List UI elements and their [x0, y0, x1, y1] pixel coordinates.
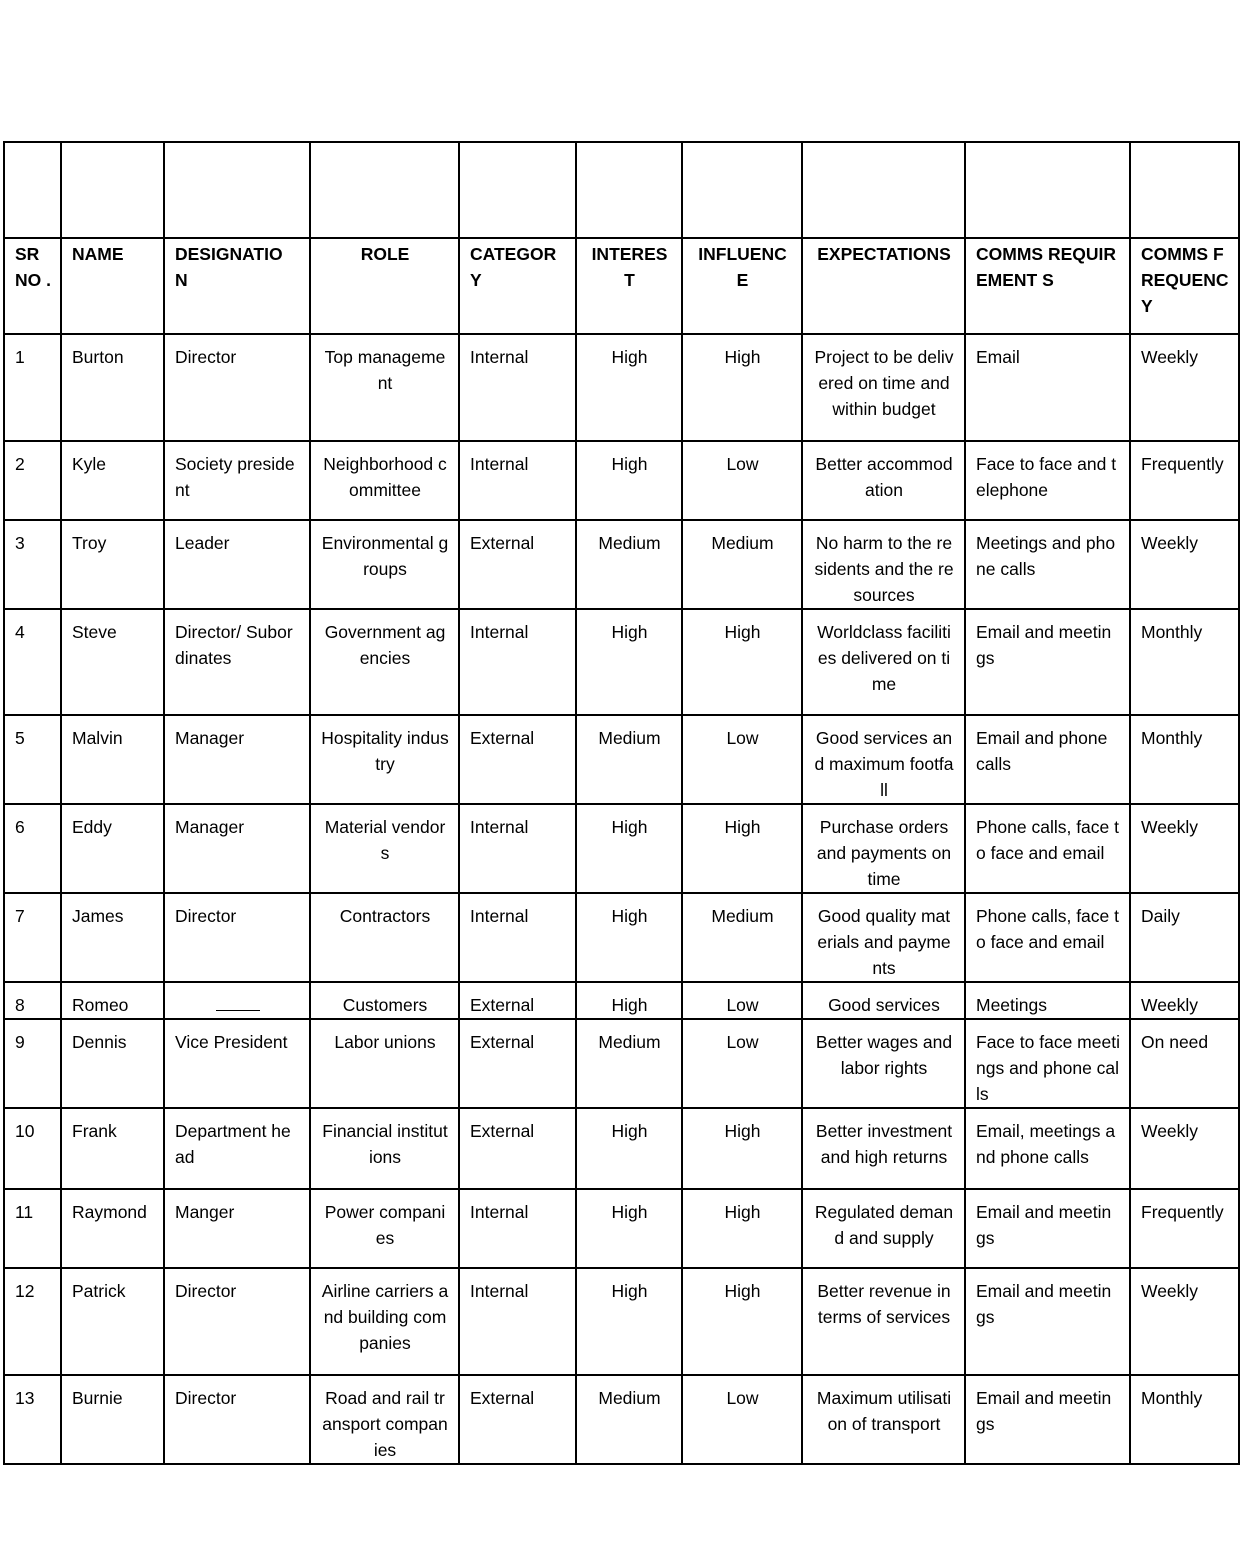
- cell-influence: High: [682, 804, 802, 893]
- cell-comms-requirements: Meetings: [965, 982, 1130, 1019]
- cell-comms-requirements: Face to face and telephone: [965, 441, 1130, 520]
- cell-designation: [164, 982, 310, 1019]
- cell-comms-frequency: On need: [1130, 1019, 1239, 1108]
- cell-sr: 13: [4, 1375, 61, 1464]
- cell-expectations: Regulated demand and supply: [802, 1189, 965, 1268]
- header-role: ROLE: [310, 238, 459, 334]
- cell-role: Customers: [310, 982, 459, 1019]
- cell-comms-requirements: Meetings and phone calls: [965, 520, 1130, 609]
- cell-interest: High: [576, 1189, 682, 1268]
- cell-comms-frequency: Weekly: [1130, 804, 1239, 893]
- cell-role: Top management: [310, 334, 459, 441]
- cell-name: Dennis: [61, 1019, 164, 1108]
- cell-comms-frequency: Weekly: [1130, 520, 1239, 609]
- cell-name: Steve: [61, 609, 164, 715]
- cell-interest: High: [576, 1268, 682, 1375]
- cell-sr: 12: [4, 1268, 61, 1375]
- cell-comms-requirements: Email and meetings: [965, 609, 1130, 715]
- table-row: [4, 715, 1239, 804]
- cell-interest: High: [576, 334, 682, 441]
- cell-designation: Manager: [164, 715, 310, 804]
- cell-name: James: [61, 893, 164, 982]
- cell-expectations: Worldclass facilities delivered on time: [802, 609, 965, 715]
- cell-interest: Medium: [576, 1019, 682, 1108]
- cell-comms-frequency: Weekly: [1130, 1268, 1239, 1375]
- cell-category: External: [459, 520, 576, 609]
- table-row: [4, 1189, 1239, 1268]
- blank-cell: [576, 142, 682, 238]
- header-comms-frequency: COMMS FREQUENC Y: [1130, 238, 1239, 334]
- cell-expectations: Good services and maximum footfall: [802, 715, 965, 804]
- cell-category: External: [459, 715, 576, 804]
- cell-name: Patrick: [61, 1268, 164, 1375]
- cell-name: Malvin: [61, 715, 164, 804]
- cell-category: Internal: [459, 893, 576, 982]
- cell-role: Airline carriers and building companies: [310, 1268, 459, 1375]
- cell-comms-frequency: Monthly: [1130, 1375, 1239, 1464]
- cell-sr: 7: [4, 893, 61, 982]
- cell-expectations: Better revenue in terms of services: [802, 1268, 965, 1375]
- cell-comms-frequency: Weekly: [1130, 982, 1239, 1019]
- blank-cell: [802, 142, 965, 238]
- cell-interest: High: [576, 1108, 682, 1189]
- blank-cell: [682, 142, 802, 238]
- header-name: NAME: [61, 238, 164, 334]
- blank-cell: [4, 142, 61, 238]
- cell-comms-frequency: Daily: [1130, 893, 1239, 982]
- cell-interest: High: [576, 982, 682, 1019]
- cell-interest: High: [576, 609, 682, 715]
- cell-interest: High: [576, 441, 682, 520]
- header-comms-requirements: COMMS REQUIREMENT S: [965, 238, 1130, 334]
- cell-expectations: Maximum utilisation of transport: [802, 1375, 965, 1464]
- cell-category: External: [459, 1375, 576, 1464]
- cell-sr: 8: [4, 982, 61, 1019]
- cell-category: Internal: [459, 1189, 576, 1268]
- header-expectations: EXPECTATIONS: [802, 238, 965, 334]
- stakeholder-table: [3, 141, 1240, 1465]
- cell-designation: Director: [164, 1375, 310, 1464]
- cell-sr: 3: [4, 520, 61, 609]
- cell-role: Environmental groups: [310, 520, 459, 609]
- cell-category: External: [459, 1019, 576, 1108]
- cell-influence: Low: [682, 1019, 802, 1108]
- cell-name: Romeo: [61, 982, 164, 1019]
- cell-role: Road and rail transport companies: [310, 1375, 459, 1464]
- cell-name: Kyle: [61, 441, 164, 520]
- cell-comms-requirements: Email and meetings: [965, 1189, 1130, 1268]
- cell-expectations: Project to be delivered on time and within budget: [802, 334, 965, 441]
- header-sr: SR NO .: [4, 238, 61, 334]
- cell-category: Internal: [459, 441, 576, 520]
- cell-expectations: Better investment and high returns: [802, 1108, 965, 1189]
- table-row: [4, 1019, 1239, 1108]
- cell-influence: Medium: [682, 893, 802, 982]
- header-category: CATEGOR Y: [459, 238, 576, 334]
- cell-comms-requirements: Phone calls, face to face and email: [965, 893, 1130, 982]
- header-interest: INTERES T: [576, 238, 682, 334]
- cell-interest: Medium: [576, 1375, 682, 1464]
- blank-cell: [61, 142, 164, 238]
- cell-influence: High: [682, 1268, 802, 1375]
- cell-name: Burton: [61, 334, 164, 441]
- cell-name: Frank: [61, 1108, 164, 1189]
- cell-expectations: Good quality materials and payments: [802, 893, 965, 982]
- cell-role: Power companies: [310, 1189, 459, 1268]
- table-row: [4, 893, 1239, 982]
- table-row: [4, 334, 1239, 441]
- cell-designation: Leader: [164, 520, 310, 609]
- cell-interest: Medium: [576, 715, 682, 804]
- cell-sr: 11: [4, 1189, 61, 1268]
- cell-sr: 2: [4, 441, 61, 520]
- table-row: [4, 804, 1239, 893]
- cell-role: Labor unions: [310, 1019, 459, 1108]
- cell-role: Hospitality industry: [310, 715, 459, 804]
- cell-designation: Manager: [164, 804, 310, 893]
- cell-role: Government agencies: [310, 609, 459, 715]
- table-row: [4, 1108, 1239, 1189]
- cell-comms-frequency: Monthly: [1130, 609, 1239, 715]
- cell-category: Internal: [459, 1268, 576, 1375]
- cell-expectations: Purchase orders and payments on time: [802, 804, 965, 893]
- cell-influence: High: [682, 334, 802, 441]
- cell-category: Internal: [459, 334, 576, 441]
- cell-comms-frequency: Frequently: [1130, 441, 1239, 520]
- cell-designation: Director: [164, 1268, 310, 1375]
- cell-designation: Vice President: [164, 1019, 310, 1108]
- cell-designation: Director/ Subordinates: [164, 609, 310, 715]
- cell-sr: 4: [4, 609, 61, 715]
- table-row: [4, 1375, 1239, 1464]
- cell-comms-frequency: Weekly: [1130, 1108, 1239, 1189]
- cell-expectations: Good services: [802, 982, 965, 1019]
- cell-comms-requirements: Email and phone calls: [965, 715, 1130, 804]
- cell-interest: Medium: [576, 520, 682, 609]
- cell-influence: Low: [682, 1375, 802, 1464]
- cell-category: External: [459, 1108, 576, 1189]
- cell-name: Troy: [61, 520, 164, 609]
- blank-line: [216, 992, 260, 1011]
- cell-sr: 1: [4, 334, 61, 441]
- cell-influence: High: [682, 609, 802, 715]
- header-row: [4, 238, 1239, 334]
- cell-name: Eddy: [61, 804, 164, 893]
- blank-cell: [310, 142, 459, 238]
- cell-role: Neighborhood committee: [310, 441, 459, 520]
- cell-sr: 9: [4, 1019, 61, 1108]
- table-row: [4, 609, 1239, 715]
- cell-expectations: No harm to the residents and the resources: [802, 520, 965, 609]
- cell-comms-requirements: Face to face meetings and phone calls: [965, 1019, 1130, 1108]
- cell-influence: High: [682, 1189, 802, 1268]
- cell-comms-frequency: Monthly: [1130, 715, 1239, 804]
- cell-expectations: Better wages and labor rights: [802, 1019, 965, 1108]
- cell-name: Burnie: [61, 1375, 164, 1464]
- header-influence: INFLUENC E: [682, 238, 802, 334]
- cell-influence: Low: [682, 441, 802, 520]
- cell-influence: Low: [682, 982, 802, 1019]
- cell-comms-frequency: Frequently: [1130, 1189, 1239, 1268]
- cell-sr: 5: [4, 715, 61, 804]
- cell-role: Financial institutions: [310, 1108, 459, 1189]
- cell-category: Internal: [459, 609, 576, 715]
- header-designation: DESIGNATIO N: [164, 238, 310, 334]
- cell-comms-frequency: Weekly: [1130, 334, 1239, 441]
- table-row: [4, 441, 1239, 520]
- cell-influence: High: [682, 1108, 802, 1189]
- cell-role: Contractors: [310, 893, 459, 982]
- cell-sr: 6: [4, 804, 61, 893]
- cell-designation: Director: [164, 893, 310, 982]
- blank-cell: [965, 142, 1130, 238]
- cell-role: Material vendors: [310, 804, 459, 893]
- cell-interest: High: [576, 804, 682, 893]
- table-row: [4, 1268, 1239, 1375]
- cell-designation: Department head: [164, 1108, 310, 1189]
- cell-sr: 10: [4, 1108, 61, 1189]
- blank-cell: [459, 142, 576, 238]
- table-row: [4, 982, 1239, 1019]
- table-body: [4, 334, 1239, 1464]
- cell-influence: Medium: [682, 520, 802, 609]
- cell-designation: Society president: [164, 441, 310, 520]
- cell-comms-requirements: Email and meetings: [965, 1375, 1130, 1464]
- cell-influence: Low: [682, 715, 802, 804]
- cell-comms-requirements: Email: [965, 334, 1130, 441]
- cell-name: Raymond: [61, 1189, 164, 1268]
- blank-cell: [1130, 142, 1239, 238]
- cell-comms-requirements: Email and meetings: [965, 1268, 1130, 1375]
- cell-interest: High: [576, 893, 682, 982]
- cell-category: External: [459, 982, 576, 1019]
- cell-designation: Manger: [164, 1189, 310, 1268]
- cell-category: Internal: [459, 804, 576, 893]
- cell-comms-requirements: Phone calls, face to face and email: [965, 804, 1130, 893]
- blank-top-row: [4, 142, 1239, 238]
- blank-cell: [164, 142, 310, 238]
- cell-designation: Director: [164, 334, 310, 441]
- cell-comms-requirements: Email, meetings and phone calls: [965, 1108, 1130, 1189]
- cell-expectations: Better accommodation: [802, 441, 965, 520]
- table-row: [4, 520, 1239, 609]
